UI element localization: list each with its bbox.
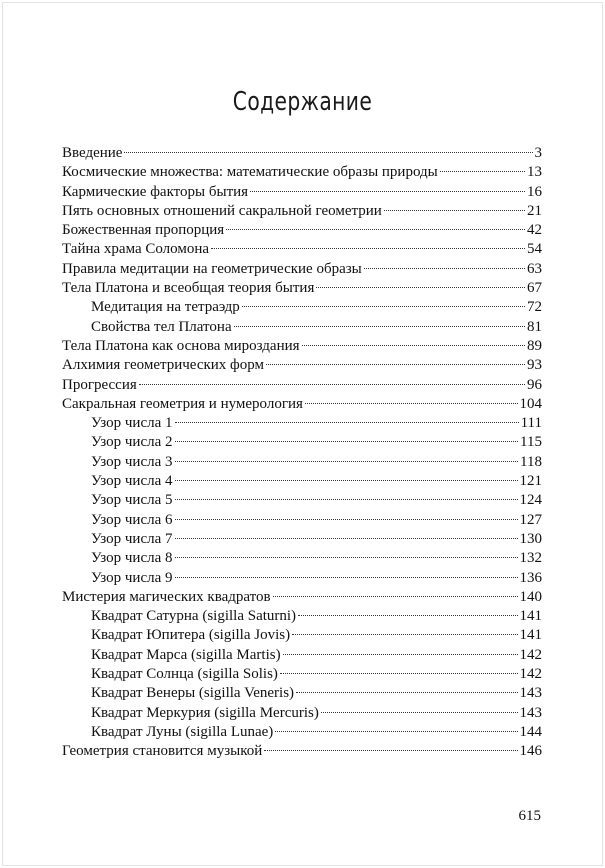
toc-entry[interactable]	[62, 472, 542, 491]
toc-entry-title: Мистерия магических квадратов	[62, 588, 271, 605]
toc-entry-page: 132	[519, 550, 542, 567]
toc-entry-title: Космические множества: математические образы природы	[62, 164, 438, 181]
toc-entry-title: Божественная пропорция	[62, 222, 225, 239]
toc-entry[interactable]	[62, 569, 542, 588]
toc-entry[interactable]	[62, 298, 542, 317]
dot-leader	[242, 306, 525, 307]
toc-entry[interactable]	[62, 453, 542, 472]
toc-entry[interactable]	[62, 221, 542, 240]
dot-leader	[175, 480, 518, 481]
toc-entry-page: 21	[527, 202, 542, 219]
toc-entry-page: 72	[527, 299, 542, 316]
toc-entry-title: Алхимия геометрических форм	[62, 357, 265, 374]
toc-entry-title: Сакральная геометрия и нумерология	[62, 395, 303, 412]
toc-entry-page: 143	[519, 685, 542, 702]
toc-entry-page: 124	[519, 492, 542, 509]
toc-entry[interactable]	[62, 704, 542, 723]
toc-entry-page: 89	[527, 337, 542, 354]
dot-leader	[211, 248, 525, 249]
toc-entry-page: 111	[520, 415, 542, 432]
toc-entry-page: 115	[520, 434, 542, 451]
toc-entry-page: 121	[519, 473, 542, 490]
toc-entry[interactable]	[62, 279, 542, 298]
toc-entry[interactable]	[62, 414, 542, 433]
page-number: 615	[518, 808, 541, 824]
dot-leader	[364, 268, 525, 269]
dot-leader	[302, 345, 525, 346]
dot-leader	[296, 692, 517, 693]
dot-leader	[175, 461, 519, 462]
toc-entry-title: Узор числа 5	[91, 492, 173, 509]
toc-entry-page: 13	[527, 164, 542, 181]
toc-entry-page: 127	[519, 511, 542, 528]
toc-entry-title: Тела Платона и всеобщая теория бытия	[62, 280, 315, 297]
dot-leader	[124, 152, 532, 153]
toc-entry-page: 144	[519, 723, 542, 740]
toc-entry[interactable]	[62, 665, 542, 684]
toc-entry[interactable]	[62, 376, 542, 395]
dot-leader	[175, 441, 519, 442]
toc-entry[interactable]	[62, 723, 542, 742]
dot-leader	[175, 557, 518, 558]
toc-entry-page: 63	[527, 260, 542, 277]
toc-entry-title: Квадрат Венеры (sigilla Veneris)	[91, 685, 295, 702]
toc-entry[interactable]	[62, 163, 542, 182]
toc-entry[interactable]	[62, 144, 542, 163]
dot-leader	[250, 191, 525, 192]
toc-entry[interactable]	[62, 202, 542, 221]
toc-entry[interactable]	[62, 260, 542, 279]
toc-entry[interactable]	[62, 318, 542, 337]
dot-leader	[280, 673, 518, 674]
toc-entry-page: 54	[527, 241, 542, 258]
toc-entry-page: 67	[527, 280, 542, 297]
toc-entry-title: Квадрат Марса (sigilla Martis)	[91, 646, 281, 663]
toc-entry-title: Квадрат Меркурия (sigilla Mercuris)	[91, 704, 319, 721]
toc-entry-title: Узор числа 8	[91, 550, 173, 567]
toc-entry[interactable]	[62, 607, 542, 626]
toc-entry[interactable]	[62, 433, 542, 452]
dot-leader	[175, 519, 518, 520]
dot-leader	[316, 287, 525, 288]
toc-entry-title: Квадрат Юпитера (sigilla Jovis)	[91, 627, 291, 644]
toc-entry[interactable]	[62, 356, 542, 375]
toc-entry-page: 142	[519, 646, 542, 663]
dot-leader	[321, 712, 518, 713]
toc-entry-title: Тела Платона как основа мироздания	[62, 337, 300, 354]
dot-leader	[292, 634, 517, 635]
toc-entry[interactable]	[62, 395, 542, 414]
toc-entry-page: 81	[527, 318, 542, 335]
table-of-contents	[62, 144, 542, 762]
toc-entry-page: 143	[519, 704, 542, 721]
toc-entry-title: Пять основных отношений сакральной геометрии	[62, 202, 382, 219]
toc-entry[interactable]	[62, 742, 542, 761]
dot-leader	[275, 731, 517, 732]
toc-entry[interactable]	[62, 530, 542, 549]
toc-entry-title: Узор числа 3	[91, 453, 173, 470]
toc-entry[interactable]	[62, 588, 542, 607]
toc-entry-title: Узор числа 9	[91, 569, 173, 586]
toc-entry-title: Прогрессия	[62, 376, 137, 393]
toc-entry-page: 141	[519, 608, 542, 625]
toc-entry-title: Узор числа 7	[91, 530, 173, 547]
toc-entry-page: 140	[519, 588, 542, 605]
toc-entry-title: Квадрат Солнца (sigilla Solis)	[91, 666, 278, 683]
dot-leader	[226, 229, 525, 230]
toc-entry[interactable]	[62, 240, 542, 259]
toc-entry[interactable]	[62, 491, 542, 510]
toc-entry-title: Квадрат Сатурна (sigilla Saturni)	[91, 608, 297, 625]
toc-entry-title: Квадрат Луны (sigilla Lunae)	[91, 723, 274, 740]
dot-leader	[440, 171, 525, 172]
dot-leader	[175, 538, 518, 539]
toc-entry-page: 146	[519, 743, 542, 760]
page-title: Содержание	[232, 87, 373, 118]
toc-entry-title: Кармические факторы бытия	[62, 183, 249, 200]
dot-leader	[175, 499, 518, 500]
toc-entry-title: Тайна храма Соломона	[62, 241, 210, 258]
toc-entry[interactable]	[62, 646, 542, 665]
dot-leader	[175, 577, 518, 578]
toc-entry-title: Правила медитации на геометрические образы	[62, 260, 362, 277]
dot-leader	[298, 615, 517, 616]
toc-entry[interactable]	[62, 183, 542, 202]
toc-entry-title: Узор числа 4	[91, 473, 173, 490]
toc-entry-page: 3	[534, 145, 542, 161]
dot-leader	[234, 326, 525, 327]
toc-entry-page: 142	[519, 666, 542, 683]
toc-entry-page: 96	[527, 376, 542, 393]
toc-entry-title: Узор числа 6	[91, 511, 173, 528]
toc-entry-page: 104	[519, 395, 542, 412]
toc-entry-title: Геометрия становится музыкой	[62, 743, 263, 760]
dot-leader	[305, 403, 518, 404]
toc-entry[interactable]	[62, 337, 542, 356]
toc-entry[interactable]	[62, 511, 542, 530]
toc-entry-page: 16	[527, 183, 542, 200]
dot-leader	[273, 596, 518, 597]
toc-entry-page: 118	[520, 453, 542, 470]
toc-entry-title: Узор числа 1	[91, 415, 173, 432]
dot-leader	[264, 750, 517, 751]
dot-leader	[175, 422, 519, 423]
dot-leader	[139, 384, 525, 385]
toc-entry-page: 42	[527, 222, 542, 239]
toc-entry[interactable]	[62, 684, 542, 703]
dot-leader	[266, 364, 525, 365]
toc-entry-page: 93	[527, 357, 542, 374]
toc-entry[interactable]	[62, 626, 542, 645]
dot-leader	[384, 210, 525, 211]
toc-entry-title: Свойства тел Платона	[91, 318, 232, 335]
toc-entry-title: Медитация на тетраэдр	[91, 299, 240, 316]
toc-entry[interactable]	[62, 549, 542, 568]
toc-entry-page: 141	[519, 627, 542, 644]
toc-entry-page: 136	[519, 569, 542, 586]
dot-leader	[283, 654, 518, 655]
toc-entry-page: 130	[519, 530, 542, 547]
toc-entry-title: Узор числа 2	[91, 434, 173, 451]
toc-entry-title: Введение	[62, 145, 123, 161]
